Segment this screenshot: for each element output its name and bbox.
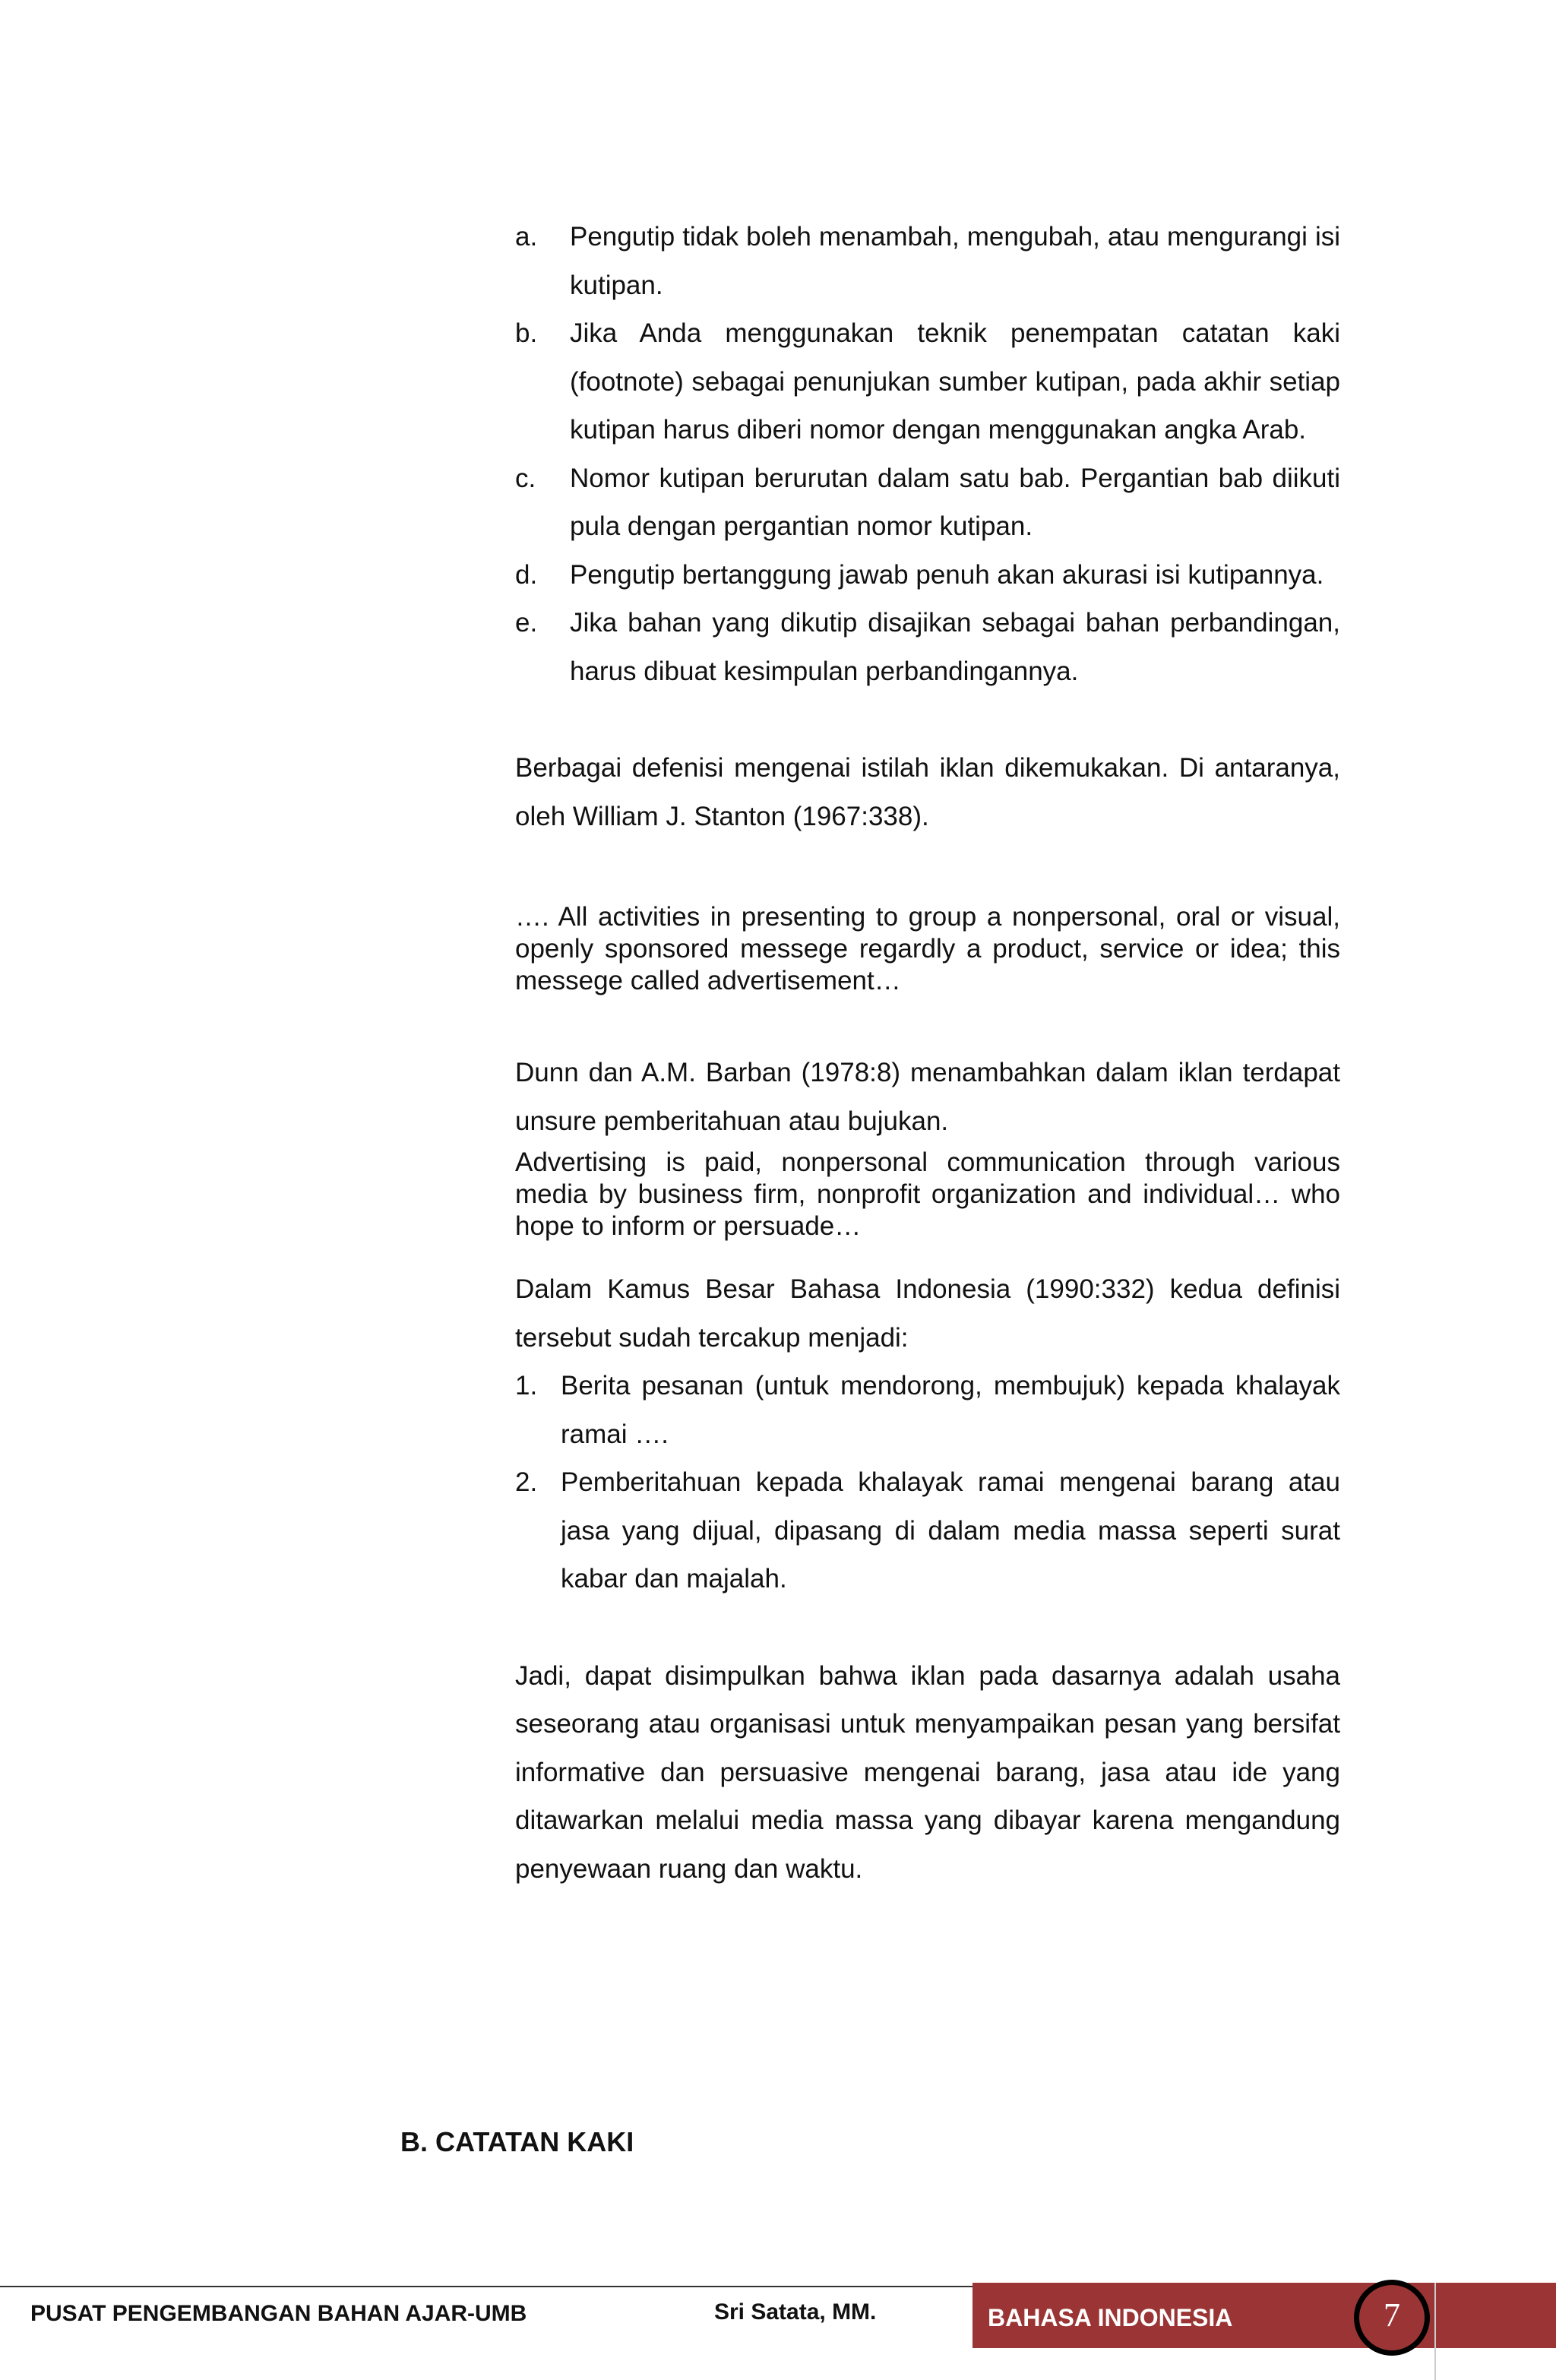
list-item-text: Pengutip tidak boleh menambah, mengubah, atau mengurangi isi kutipan. [570,222,1340,300]
document-body [515,213,1340,1893]
intro-paragraph: Berbagai defenisi mengenai istilah iklan dikemukakan. Di antaranya, oleh William J. Stanton (1967:338). [515,753,1340,831]
kbbi-definition-list [515,1362,1340,1603]
list-item-text: Jika Anda menggunakan teknik penempatan catatan kaki (footnote) sebagai penunjukan sumber kutipan, pada akhir setiap kutipan harus diberi nomor dengan menggunakan angka Arab. [570,318,1340,445]
list-item [515,1362,1340,1458]
list-marker: 1. [515,1371,538,1400]
list-item [515,454,1340,551]
page-footer [0,2283,1556,2380]
footer-divider [0,2286,972,2287]
page-number: 7 [1354,2280,1430,2356]
quotation-rules-list [515,213,1340,695]
list-item-text: Nomor kutipan berurutan dalam satu bab. Pergantian bab diikuti pula dengan pergantian nomor kutipan. [570,463,1340,541]
list-item [515,599,1340,695]
list-item [515,213,1340,309]
list-marker: 2. [515,1467,538,1497]
section-heading: B. CATATAN KAKI [400,2126,634,2157]
footer-author: Sri Satata, MM. [714,2299,877,2325]
list-item-text: Pemberitahuan kepada khalayak ramai mengenai barang atau jasa yang dijual, dipasang di dalam media massa seperti surat kabar dan majalah. [561,1467,1340,1594]
list-item [515,1458,1340,1603]
footer-publisher: PUSAT PENGEMBANGAN BAHAN AJAR-UMB [30,2301,527,2326]
kbbi-paragraph: Dalam Kamus Besar Bahasa Indonesia (1990:332) kedua definisi tersebut sudah tercakup menjadi: [515,1274,1340,1353]
list-item [515,309,1340,454]
list-item-text: Pengutip bertanggung jawab penuh akan akurasi isi kutipannya. [570,559,1324,590]
list-marker: c. [515,463,536,493]
stanton-quote: …. All activities in presenting to group a nonpersonal, oral or visual, openly sponsored messege regardly a product, service or idea; this messege called advertisement… [515,902,1340,995]
footer-subject: BAHASA INDONESIA [988,2304,1233,2331]
conclusion-paragraph: Jadi, dapat disimpulkan bahwa iklan pada dasarnya adalah usaha seseorang atau organisasi untuk menyampaikan pesan yang bersifat informative dan persuasive mengenai barang, jasa atau ide yang ditawarkan melalui media massa yang dibayar karena mengandung penyewaan ruang dan waktu. [515,1660,1340,1884]
list-item-text: Jika bahan yang dikutip disajikan sebagai bahan perbandingan, harus dibuat kesimpulan perbandingannya. [570,608,1340,686]
dunn-quote: Advertising is paid, nonpersonal communication through various media by business firm, nonprofit organization and individual… who hope to inform or persuade… [515,1147,1340,1241]
list-marker: a. [515,222,538,252]
footer-subject-band [972,2283,1556,2348]
list-marker: b. [515,318,538,348]
list-marker: d. [515,559,538,590]
list-item-text: Berita pesanan (untuk mendorong, membujuk) kepada khalayak ramai …. [561,1371,1340,1449]
list-item [515,551,1340,600]
list-marker: e. [515,608,538,638]
footer-tick [1434,2283,1436,2380]
dunn-paragraph: Dunn dan A.M. Barban (1978:8) menambahkan dalam iklan terdapat unsure pemberitahuan atau bujukan. [515,1058,1340,1136]
